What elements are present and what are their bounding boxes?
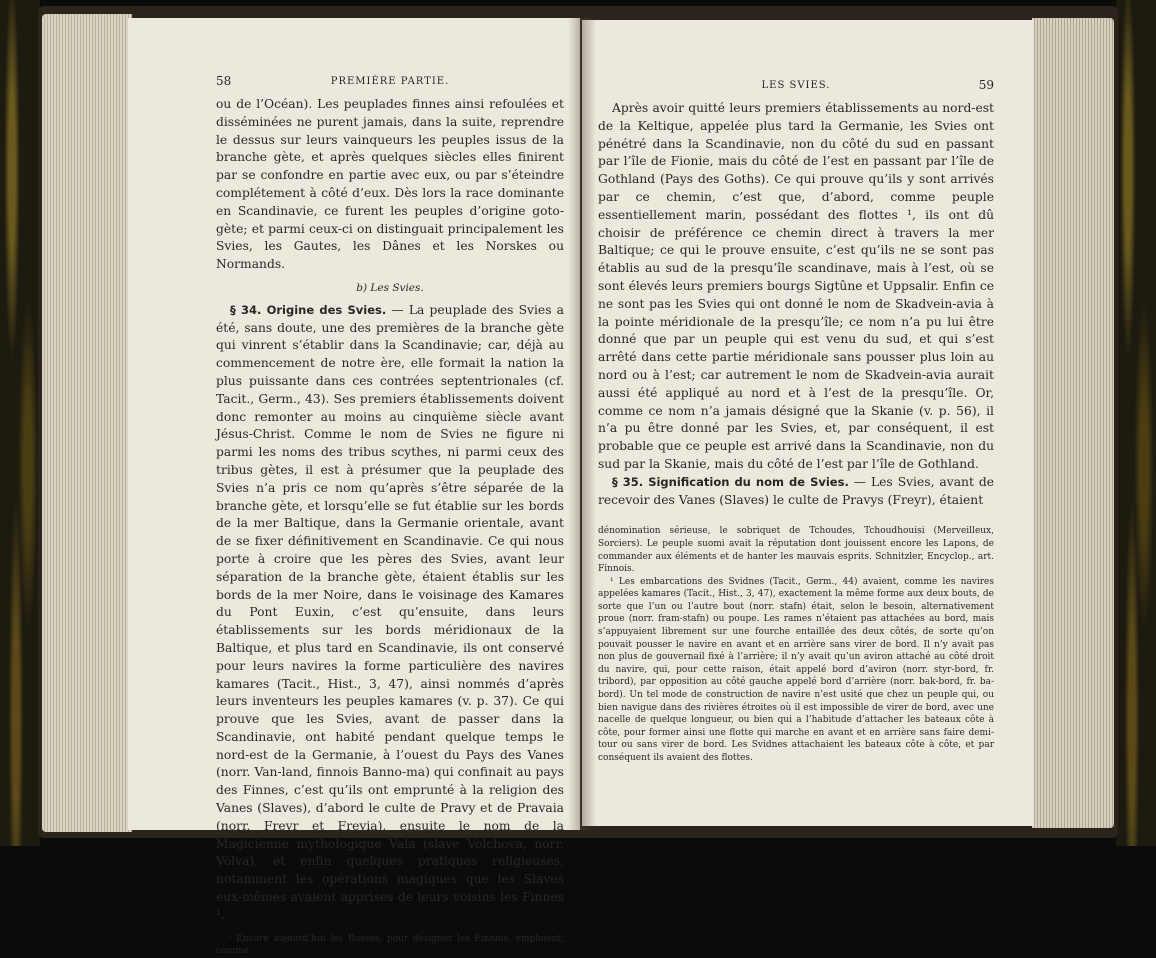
section-34-text: — La peuplade des Svies a été, sans doute, une des premières de la branche gète qui vinrent s’établir dans la Scandinavie; car, déjà au commencement de notre ère, elle formait la nation la plus puissante dans ces contrées septentrionales (cf. Tacit., Germ., 43). Ses premiers établissements doivent donc remonter au moins au cinquième siècle avant Jésus-Christ. Comme le nom de Svies ne figure ni parmi les noms des tribus scythes, ni parmi ceux des tribus gètes, il est à présumer que la peuplade des Svies n’a pris ce nom qu’après s’être séparée de la branche gète, et lorsqu’elle se fut établie sur les bords de la mer Baltique, dans la Germanie orientale, avant de se fixer définitivement en Scandinavie. Ce qui nous porte à croire que les pères des Svies, avant leur séparation de la branche gète, étaient établis sur les bords de la mer Noire, dans le voisinage des Kamares du Pont Euxin, c’est qu’ensuite, dans leurs établissements sur les bords méridionaux de la Baltique, et plus tard en Scandinavie, ils ont conservé pour leurs navires la forme particulière des navires kamares (Tacit., Hist., 3, 47), ainsi nommés d’après leurs inventeurs les peuples kamares (v. p. 37). Ce qui prouve que les Svies, avant de passer dans la Scandinavie, ont habité pendant quelque temps le nord-est de la Germanie, à l’ouest du Pays des Vanes (norr. Van-land, finnois Banno-ma) qui confinait au pays des Finnes, c’est qu’ils ont emprunté à la religion des Vanes (Slaves), d’abord le culte de Pravy et de Pravaia (norr. Freyr et Freyia), ensuite le nom de la Magicienne mythologique Vala (slave Volchova, norr. Völva), et enfin quelques pratiques religieuses, notamment les opérations magiques que les Slaves eux-mêmes avaient apprises de leurs voisins les Finnes ¹. (216, 302, 564, 922)
left-page (128, 18, 580, 957)
book-gutter (568, 18, 596, 830)
footnote-left (216, 933, 564, 958)
footnote-text: ¹ Encore aujourd’hui les Russes, pour désigner les Finnois, emploient, comme (216, 933, 564, 957)
section-paragraph (598, 474, 994, 510)
page-stack-right (1032, 18, 1114, 828)
page-number-left: 58 (216, 74, 232, 88)
subsection-heading: b) Les Svies. (356, 281, 424, 294)
section-35-text: — Les Svies, avant de recevoir des Vanes (Slaves) le culte de Pravys (Freyr), étaient (598, 474, 994, 507)
footnotes-right (598, 525, 994, 764)
right-page (582, 20, 1034, 826)
section-34-heading: § 34. Origine des Svies. (230, 302, 387, 317)
right-body-text (598, 100, 994, 509)
footnote-continuation: dénomination sérieuse, le sobriquet de Tchoudes, Tchoudhouisi (Merveilleux, Sorciers). Le peuple suomi avait la réputation dont jouissent encore les Lapons, de commander aux éléments et de hanter les mauvais esprits. Schnitzler, Encyclop., art. Finnois. (598, 526, 994, 575)
footnote-text: ¹ Les embarcations des Svidnes (Tacit., Germ., 44) avaient, comme les navires appelées kamares (Tacit., Hist., 3, 47), exactement la même forme aux deux bouts, de sorte que l’un ou l’autre bout (norr. stafn) était, selon le besoin, alternativement proue (norr. fram-stafn) ou poupe. Les rames n’étaient pas attachées au bord, mais s’appuyaient librement sur une fourche entaillée des deux côtés, de sorte qu’on pouvait pousser le navire en avant et en arrière sans virer de bord. Il n’y avait pas non plus de gouvernail fixé à l’arrière; il n’y avait qu’un aviron attaché au côté droit du navire, qui, pour cette raison, était appelé bord d’aviron (norr. styr-bord, fr. tribord), par opposition au côté gauche appelé bord d’arrière (norr. bak-bord, fr. ba-bord). Un tel mode de construction de navire n’est usité que chez un peuple qui, ou bien navigue dans des rivières étroites où il est impossible de virer de bord, avec une nacelle de quelque longueur, ou bien qui a l’habitude d’attacher les bateaux côte à côte, pour former ainsi une flotte qui marche en avant et en arrière sans faire demi-tour ou sans virer de bord. Les Svidnes attachaient les bateaux côte à côte, et par conséquent ils avaient des flottes. (598, 576, 994, 764)
running-header-right (598, 80, 994, 98)
footnote-separator (598, 509, 994, 517)
page-stack-left (42, 14, 132, 832)
paragraph: Après avoir quitté leurs premiers établissements au nord-est de la Keltique, appelée plus tard la Germanie, les Svies ont pénétré dans la Scandinavie, non du côté du sud en passant par l’île de Fionie, mais du côté de l’est en passant par l’île de Gothland (Pays des Goths). Ce qui prouve qu’ils y sont arrivés par ce chemin, c’est que, d’abord, comme peuple essentiellement marin, possédant des flottes ¹, ils ont dû choisir de préférence ce chemin direct à travers la mer Baltique; ce qui le prouve ensuite, c’est qu’ils ne se sont pas établis au sud de la presqu’île scandinave, mais à l’est, où se sont élevés leurs premiers bourgs Sigtûne et Uppsalir. Enfin ce ne sont pas les Svies qui ont donné le nom de Skadvein-avia à la pointe méridionale de la presqu’île; ce nom n’a pu lui être donné que par un peuple qui est venu du sud, et qui s’est arrêté dans cette partie méridionale sans pousser plus loin au nord ou à l’est; car autrement le nom de Skadvein-avia aurait aussi été appliqué au nord et à l’est de la presqu’île. Or, comme ce nom n’a jamais désigné que la Skanie (v. p. 56), il n’a pu être donné par les Svies, et, par conséquent, il est probable que ce peuple est arrivé dans la Scandinavie, non du sud par la Skanie, mais du côté de l’est par l’île de Gothland. (598, 101, 994, 471)
marble-endpaper-left (0, 0, 40, 846)
page-number-right: 59 (978, 78, 994, 92)
running-header-left (216, 76, 564, 94)
section-35-heading: § 35. Signification du nom de Svies. (612, 474, 849, 489)
running-head-left: PREMIÈRE PARTIE. (330, 76, 450, 87)
running-head-right: LES SVIES. (761, 80, 831, 91)
left-body-text (216, 96, 564, 925)
marble-endpaper-right (1116, 0, 1156, 846)
section-paragraph (216, 302, 564, 925)
paragraph: ou de l’Océan). Les peuplades finnes ainsi refoulées et disséminées ne purent jamais, dans la suite, reprendre le dessus sur leurs vainqueurs les peuples issus de la branche gète, et après quelques siècles elles finirent par se confondre en partie avec eux, ou par s’éteindre complétement à côté d’eux. Dès lors la race dominante en Scandinavie, ce furent les peuples d’origine goto-gète; et parmi ceux-ci on distinguait principalement les Svies, les Gautes, les Dânes et les Norskes ou Normands. (216, 97, 564, 272)
